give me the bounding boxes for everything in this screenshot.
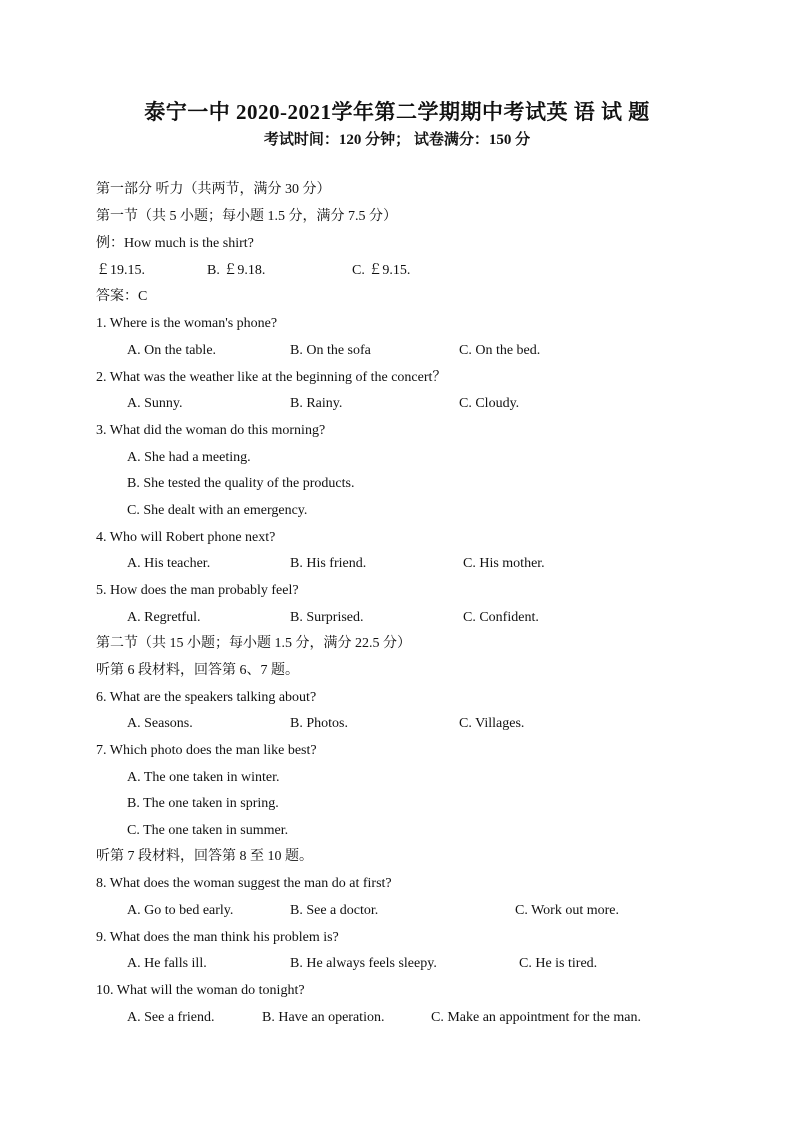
q4-option-b: B. His friend.	[290, 556, 367, 571]
q3-option-c: C. She dealt with an emergency.	[127, 503, 308, 518]
example-option-b: B. ￡9.18.	[207, 263, 266, 278]
q9-option-b: B. He always feels sleepy.	[290, 956, 437, 971]
q1-option-b: B. On the sofa	[290, 343, 371, 358]
section1-heading: 第一节（共 5 小题；每小题 1.5 分，满分 7.5 分）	[96, 209, 397, 224]
material-7-instruction: 听第 7 段材料，回答第 8 至 10 题。	[96, 849, 313, 864]
section2-heading: 第二节（共 15 小题；每小题 1.5 分，满分 22.5 分）	[96, 636, 411, 651]
q6-option-a: A. Seasons.	[127, 716, 193, 731]
example-answer: 答案：C	[96, 289, 148, 304]
example-option-c: C. ￡9.15.	[352, 263, 411, 278]
q3-option-a: A. She had a meeting.	[127, 450, 251, 465]
q9-option-a: A. He falls ill.	[127, 956, 207, 971]
q5-option-c: C. Confident.	[463, 610, 539, 625]
question-2: 2. What was the weather like at the beginning of the concert？	[96, 370, 447, 385]
question-9: 9. What does the man think his problem is?	[96, 930, 339, 945]
q3-option-b: B. She tested the quality of the products.	[127, 476, 355, 491]
question-4: 4. Who will Robert phone next?	[96, 530, 276, 545]
q7-option-c: C. The one taken in summer.	[127, 823, 289, 838]
q7-option-b: B. The one taken in spring.	[127, 796, 279, 811]
q6-option-c: C. Villages.	[459, 716, 525, 731]
q10-option-a: A. See a friend.	[127, 1010, 215, 1025]
question-1: 1. Where is the woman's phone?	[96, 316, 278, 331]
q4-option-c: C. His mother.	[463, 556, 545, 571]
page-title: 泰宁一中 2020-2021学年第二学期期中考试英 语 试 题	[144, 100, 650, 124]
q9-option-c: C. He is tired.	[519, 956, 598, 971]
q6-option-b: B. Photos.	[290, 716, 348, 731]
question-10: 10. What will the woman do tonight?	[96, 983, 305, 998]
q2-option-c: C. Cloudy.	[459, 396, 520, 411]
exam-time-info: 考试时间：120 分钟； 试卷满分：150 分	[263, 132, 531, 148]
material-6-instruction: 听第 6 段材料，回答第 6、7 题。	[96, 663, 299, 678]
q5-option-a: A. Regretful.	[127, 610, 201, 625]
question-6: 6. What are the speakers talking about?	[96, 690, 317, 705]
q2-option-a: A. Sunny.	[127, 396, 183, 411]
q8-option-b: B. See a doctor.	[290, 903, 379, 918]
part1-heading: 第一部分 听力（共两节，满分 30 分）	[96, 182, 331, 197]
q4-option-a: A. His teacher.	[127, 556, 211, 571]
q5-option-b: B. Surprised.	[290, 610, 364, 625]
question-8: 8. What does the woman suggest the man do at first?	[96, 876, 392, 891]
q2-option-b: B. Rainy.	[290, 396, 343, 411]
example-question: 例：How much is the shirt?	[96, 236, 254, 251]
q1-option-c: C. On the bed.	[459, 343, 541, 358]
q8-option-a: A. Go to bed early.	[127, 903, 234, 918]
q8-option-c: C. Work out more.	[515, 903, 619, 918]
example-option-a: ￡19.15.	[96, 263, 145, 278]
q10-option-b: B. Have an operation.	[262, 1010, 385, 1025]
q1-option-a: A. On the table.	[127, 343, 217, 358]
q10-option-c: C. Make an appointment for the man.	[431, 1010, 641, 1025]
q7-option-a: A. The one taken in winter.	[127, 770, 280, 785]
question-7: 7. Which photo does the man like best?	[96, 743, 317, 758]
question-3: 3. What did the woman do this morning?	[96, 423, 326, 438]
question-5: 5. How does the man probably feel?	[96, 583, 299, 598]
